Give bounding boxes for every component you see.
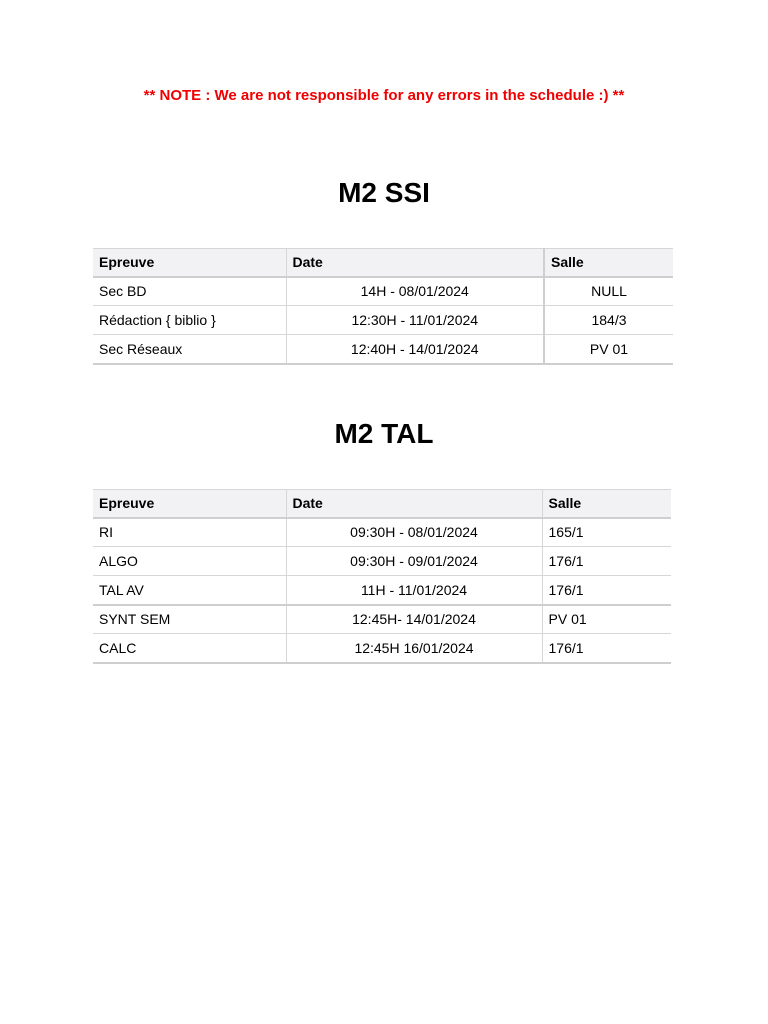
disclaimer-note: ** NOTE : We are not responsible for any errors in the schedule :) ** (143, 87, 625, 104)
section-title-m2-tal: M2 TAL (334, 418, 434, 449)
epreuve-cell: Rédaction { biblio } (93, 306, 286, 335)
date-cell: 14H - 08/01/2024 (286, 277, 544, 306)
salle-cell: 176/1 (542, 547, 671, 576)
column-header-date: Date (286, 490, 542, 518)
table-row (93, 605, 671, 634)
column-header-epreuve: Epreuve (93, 249, 286, 277)
column-header-date: Date (286, 249, 544, 277)
salle-cell: NULL (544, 277, 673, 306)
table-row (93, 634, 671, 663)
epreuve-cell: ALGO (93, 547, 286, 576)
salle-cell: 176/1 (542, 634, 671, 663)
epreuve-cell: TAL AV (93, 576, 286, 605)
date-cell: 11H - 11/01/2024 (286, 576, 542, 605)
table-header-row (93, 249, 673, 277)
section-title-m2-ssi: M2 SSI (338, 177, 430, 208)
table-row (93, 547, 671, 576)
table-row (93, 306, 673, 335)
column-header-epreuve: Epreuve (93, 490, 286, 518)
salle-cell: PV 01 (542, 605, 671, 634)
epreuve-cell: Sec Réseaux (93, 335, 286, 364)
salle-cell: 184/3 (544, 306, 673, 335)
table-header-row (93, 490, 671, 518)
salle-cell: PV 01 (544, 335, 673, 364)
table-row (93, 277, 673, 306)
date-cell: 12:40H - 14/01/2024 (286, 335, 544, 364)
table-row (93, 518, 671, 547)
schedule-table-m2-ssi (93, 248, 673, 365)
epreuve-cell: CALC (93, 634, 286, 663)
epreuve-cell: SYNT SEM (93, 605, 286, 634)
salle-cell: 165/1 (542, 518, 671, 547)
epreuve-cell: RI (93, 518, 286, 547)
schedule-table-m2-tal (93, 489, 671, 664)
date-cell: 12:30H - 11/01/2024 (286, 306, 544, 335)
salle-cell: 176/1 (542, 576, 671, 605)
date-cell: 09:30H - 08/01/2024 (286, 518, 542, 547)
table-row (93, 576, 671, 605)
date-cell: 12:45H 16/01/2024 (286, 634, 542, 663)
date-cell: 09:30H - 09/01/2024 (286, 547, 542, 576)
table-row (93, 335, 673, 364)
column-header-salle: Salle (544, 249, 673, 277)
epreuve-cell: Sec BD (93, 277, 286, 306)
date-cell: 12:45H- 14/01/2024 (286, 605, 542, 634)
column-header-salle: Salle (542, 490, 671, 518)
